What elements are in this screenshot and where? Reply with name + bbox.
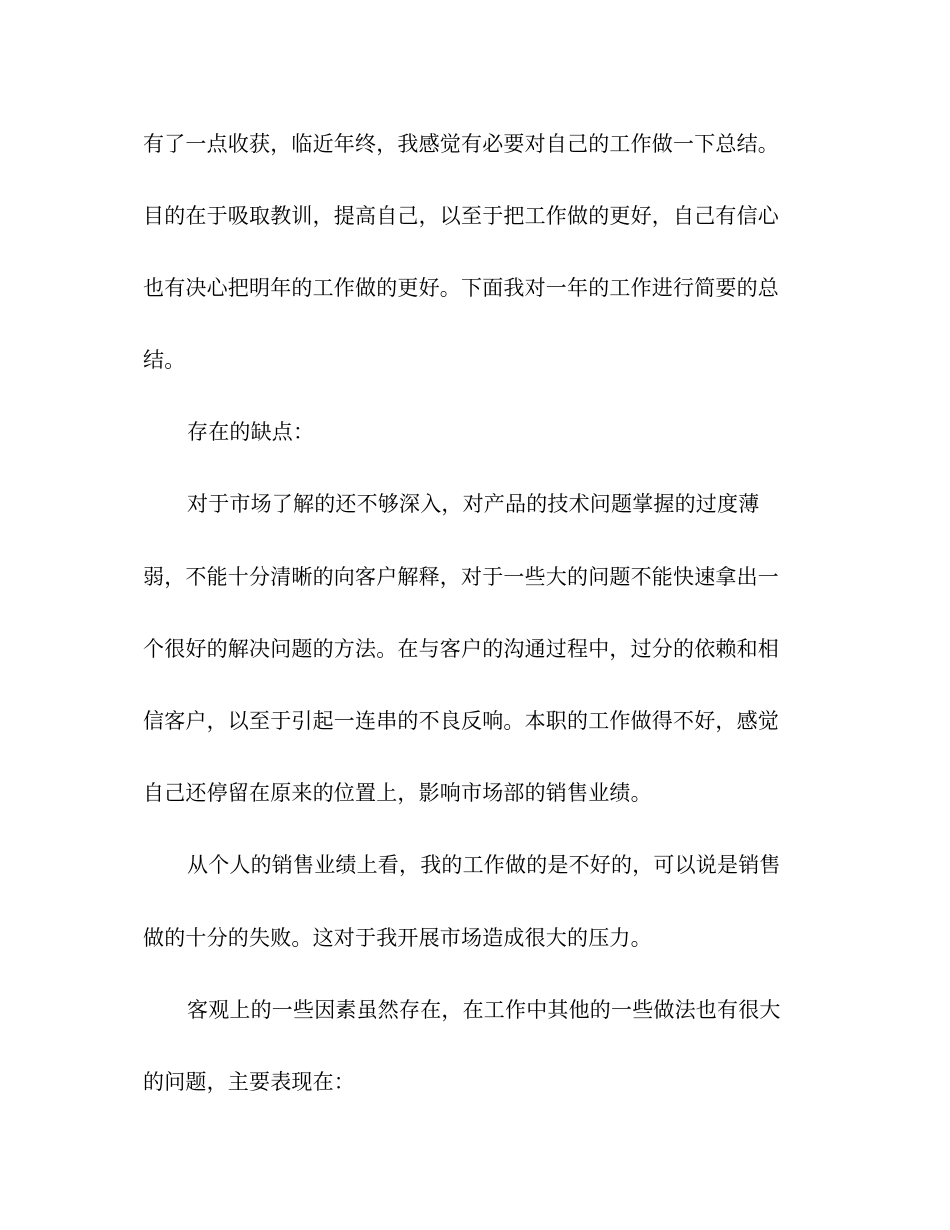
text-line: 做的十分的失败。这对于我开展市场造成很大的压力。 [143,926,652,950]
text-line: 的问题，主要表现在： [143,1070,355,1094]
text-line: 有了一点收获，临近年终，我感觉有必要对自己的工作做一下总结。 [143,132,779,156]
text-line: 也有决心把明年的工作做的更好。下面我对一年的工作进行简要的总 [143,276,779,300]
text-line: 自己还停留在原来的位置上，影响市场部的销售业绩。 [143,781,652,805]
text-line: 客观上的一些因素虽然存在，在工作中其他的一些做法也有很大 [187,998,781,1022]
text-line: 对于市场了解的还不够深入，对产品的技术问题掌握的过度薄 [187,492,760,516]
section-heading: 存在的缺点： [187,420,315,444]
text-line: 信客户，以至于引起一连串的不良反响。本职的工作做得不好，感觉 [143,709,779,733]
text-line: 结。 [143,348,186,372]
text-line: 弱，不能十分清晰的向客户解释，对于一些大的问题不能快速拿出一 [143,565,779,589]
text-line: 目的在于吸取教训，提高自己，以至于把工作做的更好，自己有信心 [143,204,779,228]
text-line: 从个人的销售业绩上看，我的工作做的是不好的，可以说是销售 [187,853,781,877]
text-line: 个很好的解决问题的方法。在与客户的沟通过程中，过分的依赖和相 [143,637,779,661]
